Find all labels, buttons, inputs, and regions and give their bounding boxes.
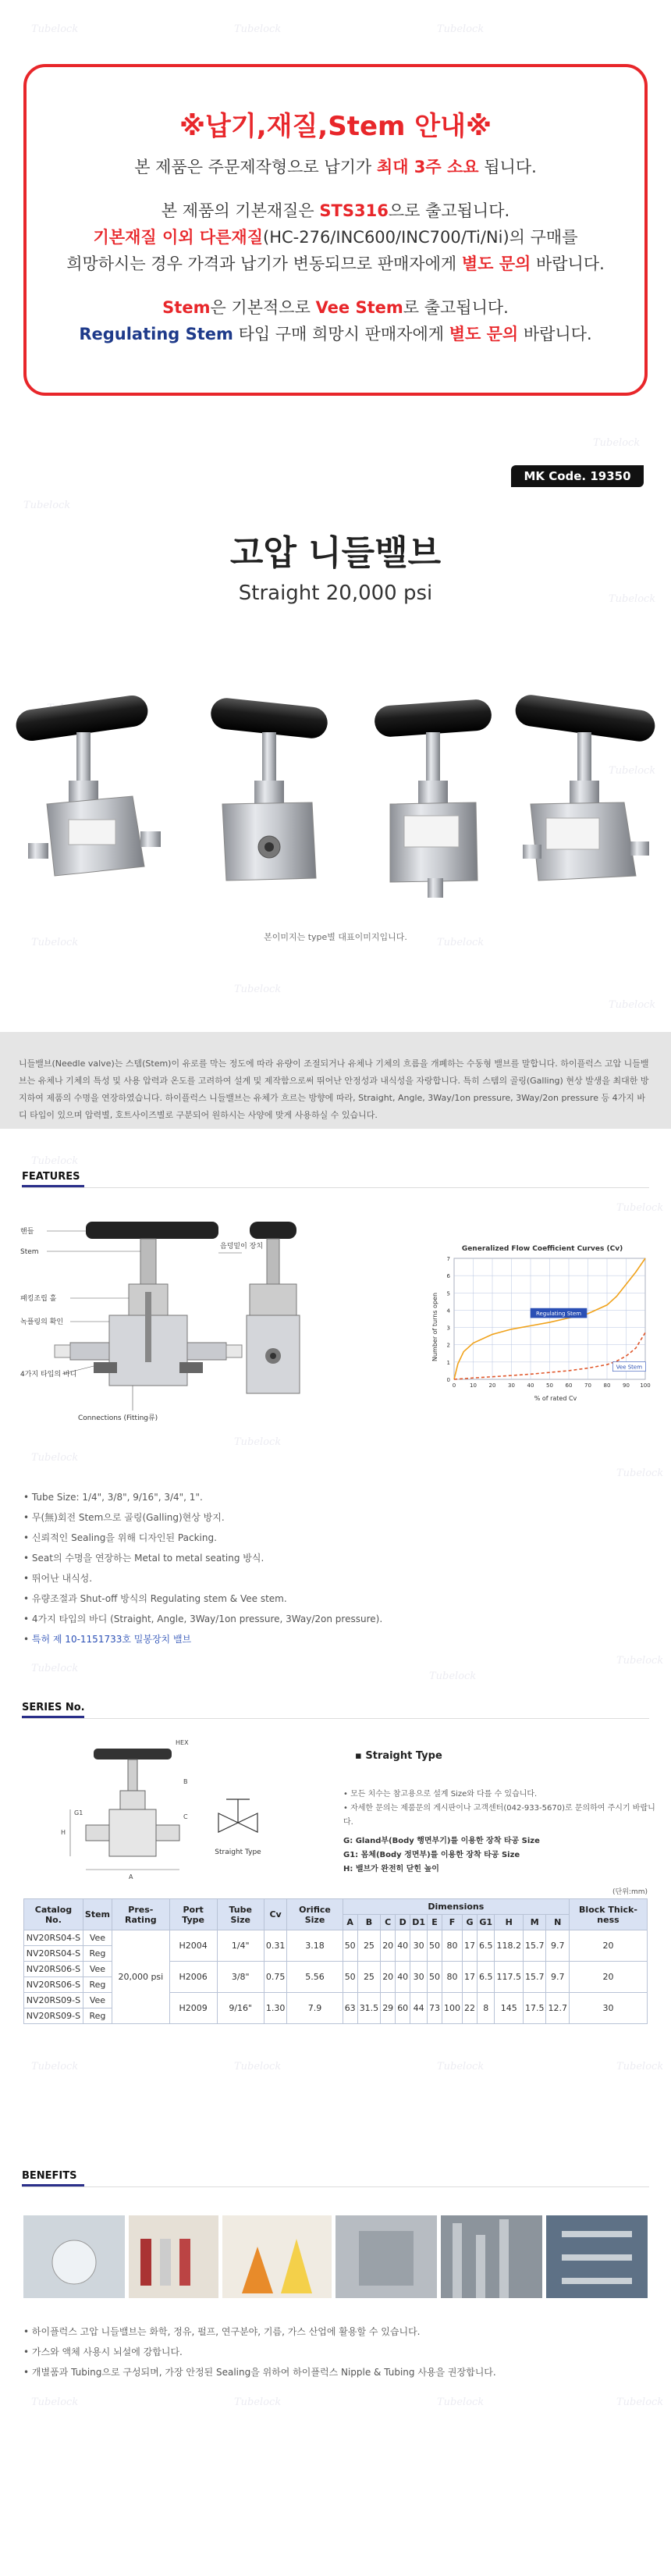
watermark-text: Tubelock (31, 2061, 79, 2073)
watermark-text: Tubelock (31, 1155, 79, 1167)
cell-dim: 80 (442, 1930, 462, 1962)
cell-orifice: 7.9 (287, 1993, 343, 2024)
cell-dim: 9.7 (546, 1962, 570, 1993)
photo-flasks (222, 2215, 332, 2298)
chart-xlabel: % of rated Cv (534, 1395, 577, 1402)
th-tube: Tube Size (217, 1899, 264, 1930)
cell-catalog: NV20RS06-S (24, 1977, 83, 1993)
features-heading: FEATURES (22, 1171, 80, 1183)
benefits-divider (22, 2186, 649, 2187)
benefits-list (23, 2322, 496, 2382)
series-def: H: 밸브가 완전히 닫힌 높이 (343, 1865, 439, 1873)
diagram-label-knurl: 녹플링의 확인 (20, 1318, 64, 1326)
cell-stem: Vee (83, 1962, 112, 1977)
chart-xtick-label: 40 (527, 1382, 534, 1389)
watermark-text: Tubelock (234, 23, 282, 35)
th-dim-b: B (357, 1915, 381, 1930)
svg-text:B: B (183, 1778, 188, 1785)
cell-dim: 25 (357, 1962, 381, 1993)
cell-dim: 29 (381, 1993, 396, 2024)
feature-item: • Tube Size: 1/4", 3/8", 9/16", 3/4", 1". (23, 1492, 203, 1503)
series-def: G1: 몸체(Body 정면부)를 이용한 장착 타공 Size (343, 1851, 520, 1859)
mk-code-badge: MK Code. 19350 (511, 465, 644, 487)
watermark-text: Tubelock (23, 500, 71, 511)
series-divider (22, 1718, 649, 1719)
cell-dim: 15.7 (523, 1930, 546, 1962)
notice-line-material: 본 제품의 기본재질은 STS316으로 출고됩니다. (161, 201, 510, 220)
notice-line-stem: Stem은 기본적으로 Vee Stem로 출고됩니다. (162, 298, 509, 317)
cell-stem: Reg (83, 2008, 112, 2024)
svg-text:A: A (129, 1873, 133, 1880)
th-pressure: Pres-Rating (112, 1899, 170, 1930)
cell-cv: 1.30 (264, 1993, 287, 2024)
product-subtitle: Straight 20,000 psi (238, 582, 433, 605)
cell-stem: Vee (83, 1993, 112, 2008)
intro-text: 니들밸브(Needle valve)는 스템(Stem)이 유로를 막는 정도에 따라 유량이 조절되거나 유체나 기체의 흐름을 개폐하는 수동형 밸브를 말합니다. 하이플럭스 고압 니들밸브는 유체나 기체의 특성 및 사용 압력과 온도를 고려하여 설계 및 제작함으로써 뛰어난 안정성과 내식성을 자랑합니다. 특히 스템의 골링(Galling) 현상 발생을 최대한 방지하여 제품의 수명을 연장하였습니다. 하이플럭스 니들밸브는 유체가 흐르는 방향에 따라, Straight, Angle, 3Way/1on pressure, 3Way/2on pressure 등 4가지 바디 타입이 있으며 압력별, 호트사이즈별로 구분되어 원하시는 사양에 맞게 사용하실 수 있습니다. (0, 1032, 671, 1129)
cell-catalog: NV20RS06-S (24, 1962, 83, 1977)
cell-port: H2004 (169, 1930, 217, 1962)
watermark-text: Tubelock (31, 2396, 79, 2408)
watermark-text: Tubelock (609, 765, 656, 777)
diagram-label-lock: 음덩밑이 장치 (220, 1243, 264, 1251)
product-title: 고압 니들밸브 (229, 533, 442, 573)
cell-catalog: NV20RS04-S (24, 1930, 83, 1946)
chart-xtick-label: 70 (584, 1382, 591, 1389)
valve-image-3 (374, 699, 492, 898)
flow-coefficient-chart (429, 1241, 655, 1405)
chart-ylabel: Number of turns open (431, 1292, 438, 1362)
chart-ytick-label: 0 (446, 1377, 450, 1383)
watermark-text: Tubelock (234, 1436, 282, 1448)
watermark-text: Tubelock (616, 2396, 664, 2408)
dimension-drawing (55, 1737, 336, 1893)
cell-dim: 118.2 (495, 1930, 524, 1962)
diagram-label-handle: 핸들 (20, 1228, 34, 1236)
series-type-title: ▪ Straight Type (355, 1750, 442, 1762)
cell-dim: 8 (477, 1993, 495, 2024)
cell-port: H2006 (169, 1962, 217, 1993)
cell-catalog: NV20RS04-S (24, 1946, 83, 1962)
cell-block: 20 (569, 1930, 647, 1962)
features-divider (22, 1187, 649, 1188)
cell-port: H2009 (169, 1993, 217, 2024)
chart-xtick-label: 30 (508, 1382, 515, 1389)
table-row (24, 1930, 648, 1946)
valve-image-2 (209, 696, 328, 881)
series-definitions (343, 1834, 540, 1877)
th-dim-h: H (495, 1915, 524, 1930)
cell-dim: 73 (427, 1993, 442, 2024)
watermark-text: Tubelock (437, 23, 485, 35)
watermark-text: Tubelock (616, 1202, 664, 1214)
th-dim-e: E (427, 1915, 442, 1930)
cell-dim: 12.7 (546, 1993, 570, 2024)
cell-dim: 15.7 (523, 1962, 546, 1993)
watermark-text: Tubelock (31, 23, 79, 35)
feature-item: • 무(無)회전 Stem으로 골링(Galling)현상 방지. (23, 1512, 225, 1523)
chart-xtick-label: 0 (452, 1382, 456, 1389)
cell-stem: Reg (83, 1977, 112, 1993)
cell-dim: 145 (495, 1993, 524, 2024)
th-stem: Stem (83, 1899, 112, 1930)
feature-item-patent: • 특허 제 10-1151733호 밀봉장치 밸브 (23, 1634, 192, 1645)
watermark-text: Tubelock (437, 2396, 485, 2408)
notice-line-leadtime: 본 제품은 주문제작형으로 납기가 최대 3주 소요 됩니다. (134, 158, 537, 176)
cell-dim: 63 (343, 1993, 357, 2024)
chart-ytick-label: 2 (446, 1342, 450, 1349)
th-dim-d1: D1 (410, 1915, 428, 1930)
cell-tube: 1/4" (217, 1930, 264, 1962)
notice-box (23, 64, 648, 396)
cell-dim: 40 (396, 1930, 410, 1962)
cell-catalog: NV20RS09-S (24, 2008, 83, 2024)
cell-catalog: NV20RS09-S (24, 1993, 83, 2008)
th-dim-g1: G1 (477, 1915, 495, 1930)
series-heading: SERIES No. (22, 1702, 85, 1713)
watermark-text: Tubelock (616, 2061, 664, 2073)
th-cv: Cv (264, 1899, 287, 1930)
cell-tube: 3/8" (217, 1962, 264, 1993)
benefit-item: • 하이플럭스 고압 니들밸브는 화학, 정유, 펄프, 연구분야, 기름, 가스 산업에 활용할 수 있습니다. (23, 2326, 421, 2337)
notice-line-inquiry: 희망하시는 경우 가격과 납기가 변동되므로 판매자에게 별도 문의 바랍니다. (66, 254, 605, 273)
chart-ytick-label: 6 (446, 1273, 450, 1280)
chart-xtick-label: 60 (565, 1382, 573, 1389)
series-note: • 자세한 문의는 제품문의 게시판이나 고객센터(042-933-5670)로 문의하여 주시기 바랍니다. (343, 1804, 655, 1827)
cell-dim: 60 (396, 1993, 410, 2024)
th-orifice: Orifice Size (287, 1899, 343, 1930)
watermark-text: Tubelock (234, 2061, 282, 2073)
diagram-label-packing: 패킹조립 홀 (20, 1295, 57, 1303)
benefit-item: • 개별품과 Tubing으로 구성되며, 가장 안정된 Sealing을 위하여 하이플럭스 Nipple & Tubing 사용을 권장합니다. (23, 2367, 496, 2378)
feature-item: • 4가지 타입의 바디 (Straight, Angle, 3Way/1on pressure, 3Way/2on pressure). (23, 1614, 383, 1624)
benefit-item: • 가스와 액체 사용시 뇌설에 강합니다. (23, 2347, 183, 2357)
diagram-label-stem: Stem (20, 1248, 39, 1256)
valve-image-1 (14, 693, 161, 876)
features-list (23, 1487, 382, 1649)
chart-legend-label: Regulating Stem (535, 1311, 582, 1318)
cell-dim: 50 (427, 1962, 442, 1993)
watermark-text: Tubelock (437, 937, 485, 948)
feature-item: • 신뢰적인 Sealing을 위해 디자인된 Packing. (23, 1532, 217, 1543)
spec-table (23, 1898, 648, 2024)
cell-pressure: 20,000 psi (112, 1930, 170, 2024)
th-port: Port Type (169, 1899, 217, 1930)
image-caption: 본이미지는 type별 대표이미지입니다. (264, 932, 407, 942)
cell-dim: 50 (343, 1930, 357, 1962)
chart-ytick-label: 4 (446, 1308, 450, 1315)
th-dim-n: N (546, 1915, 570, 1930)
watermark-text: Tubelock (609, 593, 656, 605)
chart-xtick-label: 20 (488, 1382, 496, 1389)
notice-line-regulating: Regulating Stem 타입 구매 희망시 판매자에게 별도 문의 바랍니다. (79, 325, 592, 343)
watermark-text: Tubelock (234, 984, 282, 995)
cell-dim: 117.5 (495, 1962, 524, 1993)
cell-dim: 80 (442, 1962, 462, 1993)
notice-title: ※납기,재질,Stem 안내※ (179, 111, 492, 142)
th-dim-g: G (462, 1915, 477, 1930)
series-notes (343, 1788, 655, 1830)
chart-ytick-label: 3 (446, 1325, 450, 1332)
chart-xtick-label: 100 (640, 1382, 651, 1389)
chart-xtick-label: 90 (623, 1382, 630, 1389)
watermark-text: Tubelock (616, 1468, 664, 1479)
chart-legend-label: Vee Stem (616, 1364, 643, 1371)
chart-ytick-label: 5 (446, 1290, 450, 1297)
cell-dim: 25 (357, 1930, 381, 1962)
cell-dim: 100 (442, 1993, 462, 2024)
feature-item: • 뛰어난 내식성. (23, 1573, 93, 1584)
cell-dim: 17 (462, 1930, 477, 1962)
diagram-label-body: 4가지 타입의 바디 (20, 1371, 77, 1379)
th-dimensions: Dimensions (343, 1899, 569, 1915)
cell-orifice: 3.18 (287, 1930, 343, 1962)
svg-text:HEX: HEX (176, 1739, 189, 1746)
series-note: • 모든 치수는 참고용으로 설계 Size와 다를 수 있습니다. (343, 1790, 538, 1799)
chart-xtick-label: 10 (470, 1382, 477, 1389)
series-def: G: Gland부(Body 행면부기)를 이용한 장착 타공 Size (343, 1837, 540, 1845)
watermark-text: Tubelock (609, 999, 656, 1011)
chart-xtick-label: 80 (603, 1382, 611, 1389)
watermark-text: Tubelock (31, 1452, 79, 1464)
cell-dim: 17.5 (523, 1993, 546, 2024)
diagram-label-connections: Connections (Fitting류) (78, 1414, 158, 1422)
watermark-text: Tubelock (31, 1663, 79, 1674)
feature-item: • Seat의 수명을 연장하는 Metal to metal seating 방식. (23, 1553, 264, 1564)
straight-type-label: Straight Type (215, 1848, 261, 1856)
th-dim-m: M (523, 1915, 546, 1930)
cell-stem: Reg (83, 1946, 112, 1962)
th-dim-d: D (396, 1915, 410, 1930)
cell-dim: 22 (462, 1993, 477, 2024)
chart-title: Generalized Flow Coefficient Curves (Cv) (461, 1245, 623, 1253)
cell-cv: 0.75 (264, 1962, 287, 1993)
cell-tube: 9/16" (217, 1993, 264, 2024)
cell-block: 30 (569, 1993, 647, 2024)
benefits-heading: BENEFITS (22, 2170, 77, 2182)
th-catalog: Catalog No. (24, 1899, 83, 1930)
unit-label: (단위:mm) (612, 1888, 648, 1896)
th-dim-f: F (442, 1915, 462, 1930)
cell-dim: 17 (462, 1962, 477, 1993)
cell-stem: Vee (83, 1930, 112, 1946)
th-dim-a: A (343, 1915, 357, 1930)
watermark-text: Tubelock (616, 1655, 664, 1667)
svg-text:G1: G1 (74, 1809, 83, 1816)
cell-dim: 9.7 (546, 1930, 570, 1962)
cell-dim: 6.5 (477, 1930, 495, 1962)
cell-dim: 30 (410, 1962, 428, 1993)
feature-item: • 유량조절과 Shut-off 방식의 Regulating stem & Vee stem. (23, 1593, 287, 1604)
cell-dim: 31.5 (357, 1993, 381, 2024)
th-block: Block Thick-ness (569, 1899, 647, 1930)
watermark-text: Tubelock (234, 2396, 282, 2408)
cell-dim: 44 (410, 1993, 428, 2024)
svg-text:C: C (183, 1813, 188, 1820)
watermark-text: Tubelock (429, 1670, 477, 1682)
valve-cross-section-diagram (16, 1206, 343, 1440)
cell-dim: 50 (343, 1962, 357, 1993)
cell-dim: 30 (410, 1930, 428, 1962)
cell-block: 20 (569, 1962, 647, 1993)
svg-text:H: H (61, 1829, 66, 1836)
chart-xtick-label: 50 (546, 1382, 553, 1389)
product-images (0, 671, 671, 913)
cell-dim: 20 (381, 1962, 396, 1993)
cell-dim: 40 (396, 1962, 410, 1993)
cell-dim: 50 (427, 1930, 442, 1962)
benefits-photo-strip (23, 2215, 648, 2298)
cell-cv: 0.31 (264, 1930, 287, 1962)
cell-dim: 20 (381, 1930, 396, 1962)
chart-ytick-label: 7 (446, 1256, 450, 1262)
watermark-text: Tubelock (31, 937, 79, 948)
cell-orifice: 5.56 (287, 1962, 343, 1993)
valve-image-4 (513, 693, 657, 881)
watermark-text: Tubelock (593, 437, 641, 449)
watermark-text: Tubelock (437, 2061, 485, 2073)
th-dim-c: C (381, 1915, 396, 1930)
cell-dim: 6.5 (477, 1962, 495, 1993)
notice-line-other-material: 기본재질 이외 다른재질(HC-276/INC600/INC700/Ti/Ni)의 구매를 (93, 228, 578, 247)
chart-ytick-label: 1 (446, 1359, 450, 1366)
